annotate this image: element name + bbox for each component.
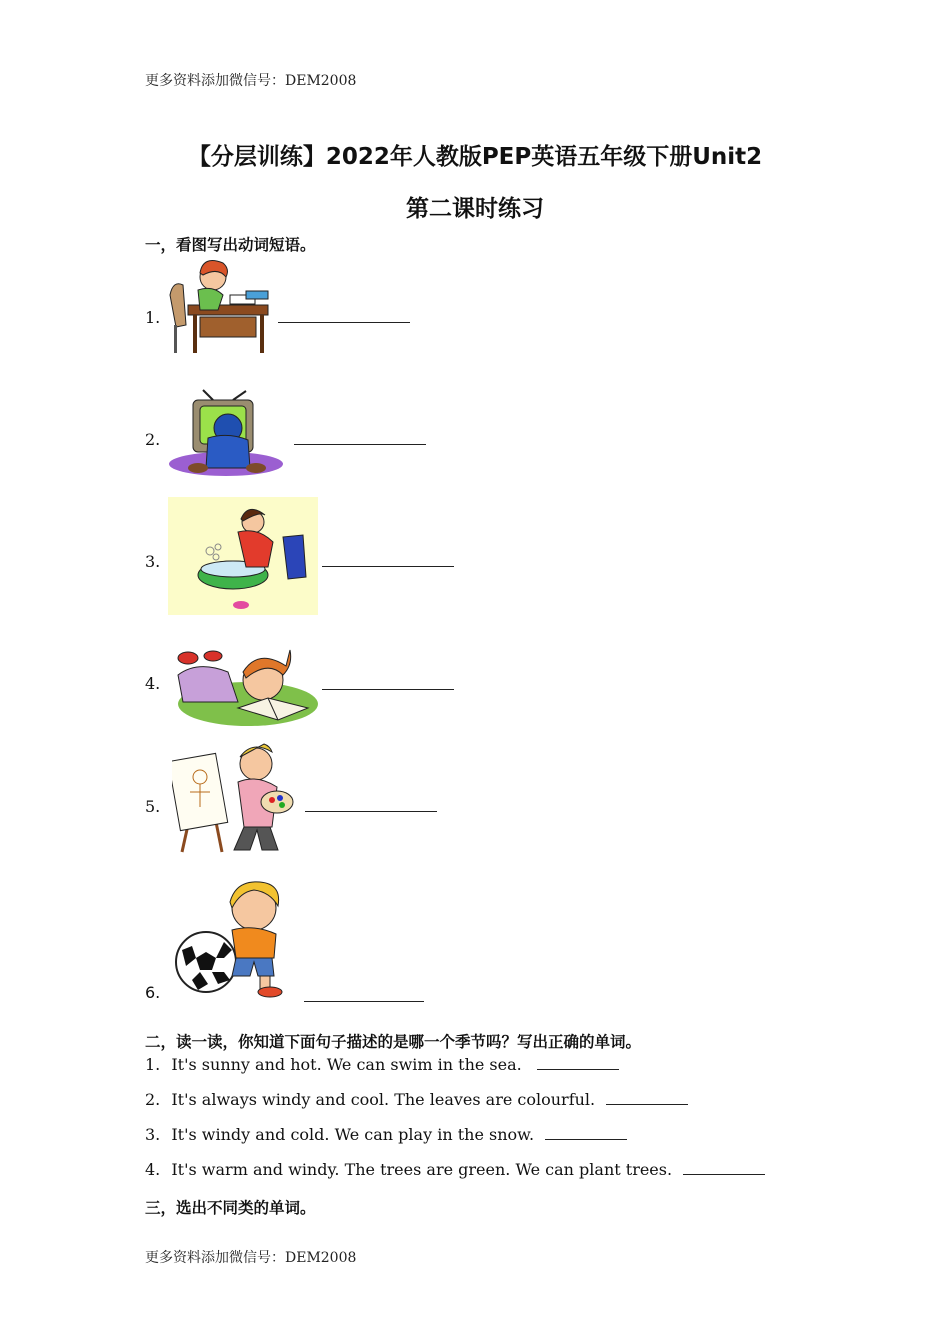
question-2-answer-blank[interactable] (606, 1090, 688, 1105)
question-1-text: It's sunny and hot. We can swim in the sea. (171, 1055, 522, 1074)
boy-tv-picture (168, 388, 286, 480)
question-1 (145, 1055, 619, 1074)
item-4-number: 4. (145, 674, 161, 693)
item-2-answer-blank[interactable] (294, 444, 426, 445)
question-3-answer-blank[interactable] (545, 1125, 627, 1140)
girl-homework-picture (168, 255, 273, 355)
question-3-text: It's windy and cold. We can play in the snow. (171, 1125, 535, 1144)
question-4-text: It's warm and windy. The trees are green. We can plant trees. (171, 1160, 673, 1179)
question-2 (145, 1090, 688, 1109)
question-1-answer-blank[interactable] (537, 1055, 619, 1070)
item-2-number: 2. (145, 430, 161, 449)
item-5-answer-blank[interactable] (305, 811, 437, 812)
item-6-answer-blank[interactable] (304, 1001, 424, 1002)
boy-drawing-picture (172, 742, 300, 854)
item-1-answer-blank[interactable] (278, 322, 410, 323)
boy-football-picture (174, 880, 298, 998)
item-1-number: 1. (145, 308, 161, 327)
question-2-number: 2. (145, 1090, 161, 1109)
section-3-heading: 三，选出不同类的单词。 (145, 1199, 316, 1217)
item-3-answer-blank[interactable] (322, 566, 454, 567)
girl-washing-picture (168, 497, 318, 615)
girl-reading-picture (168, 630, 318, 728)
page-title: 【分层训练】2022年人教版PEP英语五年级下册Unit2 (187, 144, 763, 170)
item-4-answer-blank[interactable] (322, 689, 454, 690)
question-3-number: 3. (145, 1125, 161, 1144)
item-3-number: 3. (145, 552, 161, 571)
question-1-number: 1. (145, 1055, 161, 1074)
section-1-heading: 一，看图写出动词短语。 (145, 236, 316, 254)
item-6-number: 6. (145, 983, 161, 1002)
question-4-number: 4. (145, 1160, 161, 1179)
question-4-answer-blank[interactable] (683, 1160, 765, 1175)
question-3 (145, 1125, 627, 1144)
page-subtitle: 第二课时练习 (406, 196, 544, 222)
section-2-heading: 二，读一读，你知道下面句子描述的是哪一个季节吗？写出正确的单词。 (145, 1033, 642, 1051)
footer-note: 更多资料添加微信号：DEM2008 (145, 1250, 357, 1266)
item-5-number: 5. (145, 797, 161, 816)
header-note: 更多资料添加微信号：DEM2008 (145, 73, 357, 89)
question-4 (145, 1160, 765, 1179)
question-2-text: It's always windy and cool. The leaves are colourful. (171, 1090, 596, 1109)
